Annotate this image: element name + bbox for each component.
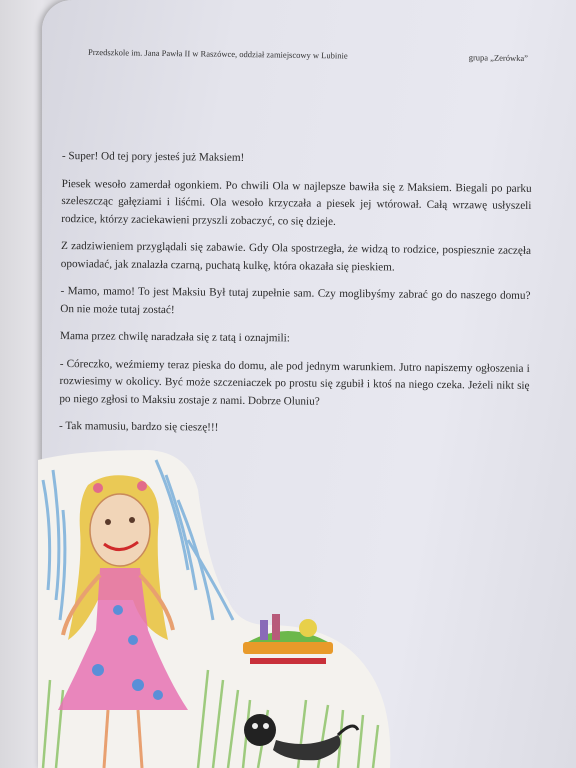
- story-text: [59, 148, 532, 450]
- school-name: Przedszkole im. Jana Pawła II w Raszówce, oddział zamiejscowy w Lubinie: [87, 46, 348, 61]
- paragraph: - Super! Od tej pory jesteś już Maksiem!: [61, 149, 245, 164]
- paragraph: Piesek wesoło zamerdał ogonkiem. Po chwili Ola w najlepsze bawiła się z Maksiem. Biegali po parku szeleszcząc gałęziami i liśćmi. Ola wesoło krzyczała a piesek jej wtórował. Całą wrzawę usłyszeli rodzice, którzy zaciekawieni przyszli zobaczyć, co się dzieje.: [61, 177, 532, 228]
- paragraph: - Tak mamusiu, bardzo się cieszę!!!: [59, 419, 219, 434]
- paragraph: Z zadziwieniem przyglądali się zabawie. Gdy Ola spostrzegła, że widzą to rodzice, pospiesznie zaczęła opowiadać, jak znalazła czarną, puchatą kulkę, która okazała się pieskiem.: [60, 239, 532, 273]
- paragraph: - Córeczko, weźmiemy teraz pieska do domu, ale pod jednym warunkiem. Jutro napiszemy ogłoszenia i rozwiesimy w okolicy. Być może szczeniaczek po prostu się zgubił i ktoś na niego czeka. Jeżeli nikt się po niego zgłosi to Maksiu zostaje z nami. Dobrze Oluniu?: [59, 357, 530, 408]
- group-name: grupa „Zerówka”: [468, 52, 529, 64]
- paragraph: - Mamo, mamo! To jest Maksiu Był tutaj zupełnie sam. Czy moglibyśmy zabrać go do naszego domu? On nie może tutaj zostać!: [60, 284, 531, 316]
- paragraph: Mama przez chwilę naradzała się z tatą i oznajmili:: [59, 329, 290, 345]
- child-drawing: [38, 450, 398, 768]
